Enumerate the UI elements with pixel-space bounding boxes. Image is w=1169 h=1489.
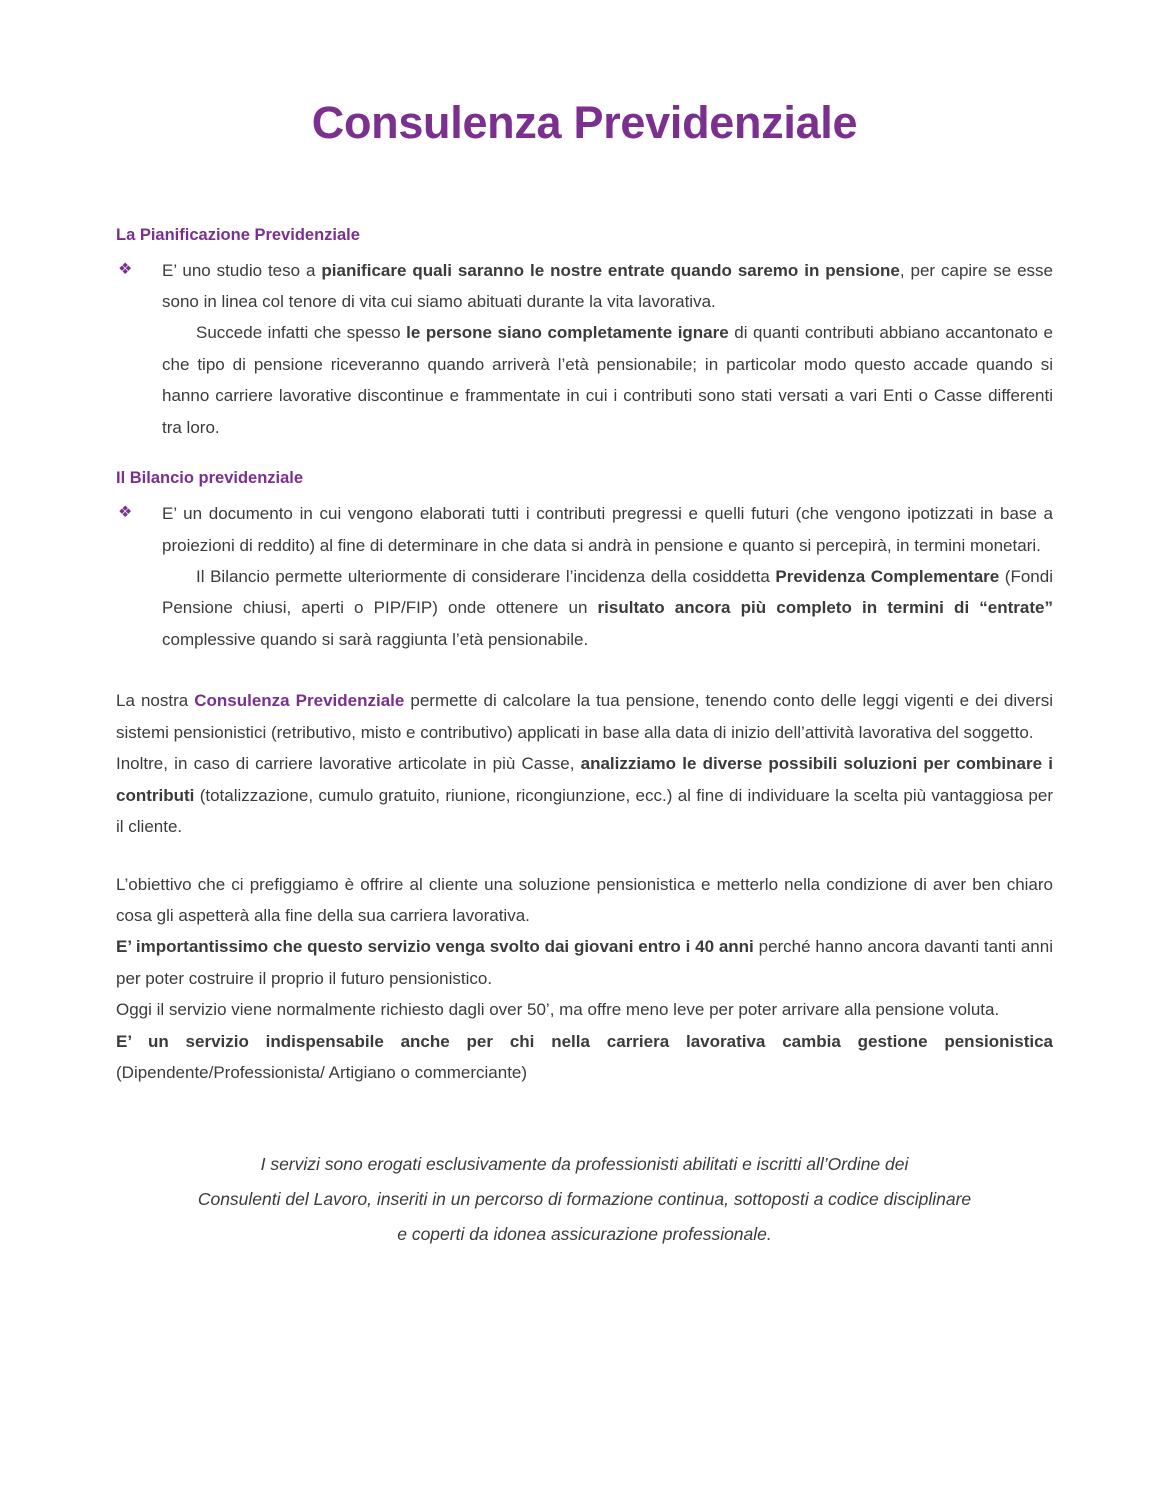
text-run: di quanti contributi abbiano accantonato e che tipo di pensione riceveranno quando arriverà l’età pensionabile; in particolar modo questo accade quando si hanno carriere lavorative discontinue e frammentate in cui i contributi sono stati versati a vari Enti o Casse differenti tra loro. xyxy=(162,323,1053,437)
closing-line-1: I servizi sono erogati esclusivamente da professionisti abilitati e iscritti all’Ordine dei xyxy=(260,1153,909,1174)
text-run: , per capire se esse sono in linea col tenore di vita cui siamo abituati durante la vita lavorativa. xyxy=(162,260,1053,311)
text-run-bold: E’ un servizio indispensabile anche per chi nella carriera lavorativa cambia gestione pensionistica xyxy=(116,1031,1053,1051)
text-run: Il Bilancio permette ulteriormente di considerare l’incidenza della cosiddetta xyxy=(196,567,776,586)
page-title: Consulenza Previdenziale xyxy=(311,97,858,148)
bullet-item-pianificazione xyxy=(116,255,1053,444)
paragraph-casse xyxy=(116,748,1053,842)
text-run: Succede infatti che spesso xyxy=(196,323,407,343)
text-run: complessive quando si sarà raggiunta l’età pensionabile. xyxy=(162,629,589,649)
paragraph-pianificazione-2 xyxy=(162,317,1053,443)
section-heading-pianificazione: La Pianificazione Previdenziale xyxy=(116,225,360,244)
body-block-obiettivo xyxy=(116,869,1053,1089)
text-run: E’ uno studio teso a xyxy=(162,260,322,280)
diamond-bullet-icon: ❖ xyxy=(118,504,133,522)
text-run-bold: Previdenza Complementare xyxy=(775,567,1000,586)
text-run-accent: Consulenza Previdenziale xyxy=(194,691,405,711)
text-run-bold: E’ importantissimo che questo servizio venga svolto dai giovani entro i 40 anni xyxy=(116,937,754,957)
closing-line-2: Consulenti del Lavoro, inseriti in un percorso di formazione continua, sottoposti a codice disciplinare xyxy=(197,1188,972,1209)
bullet-body-bilancio xyxy=(162,498,1053,655)
paragraph-obiettivo: L’obiettivo che ci prefiggiamo è offrire al cliente una soluzione pensionistica e metterlo nella condizione di aver ben chiaro cosa gli aspetterà alla fine della sua carriera lavorativa. xyxy=(116,874,1053,925)
paragraph-consulenza xyxy=(116,685,1053,748)
paragraph-bilancio-1: E’ un documento in cui vengono elaborati tutti i contributi pregressi e quelli futuri (che vengono ipotizzati in base a proiezioni di reddito) al fine di determinare in che data si andrà in pensione e quanto si percepirà, in termini monetari. xyxy=(162,504,1053,555)
section-heading-bilancio: Il Bilancio previdenziale xyxy=(116,469,304,488)
paragraph-over50: Oggi il servizio viene normalmente richiesto dagli over 50’, ma offre meno leve per poter arrivare alla pensione voluta. xyxy=(116,1000,1000,1020)
bullet-body-pianificazione xyxy=(162,255,1053,444)
closing-line-3: e coperti da idonea assicurazione professionale. xyxy=(397,1223,772,1244)
closing-note xyxy=(116,1147,1053,1252)
paragraph-giovani xyxy=(116,931,1053,994)
text-run-bold: risultato ancora più completo in termini di “entrate” xyxy=(597,598,1053,618)
text-run: permette di calcolare la tua pensione, tenendo conto delle leggi vigenti e dei diversi sistemi pensionistici (retributivo, misto e contributivo) applicati in base alla data di inizio dell’attività lavorativa del soggetto. xyxy=(116,691,1053,742)
text-run: La nostra xyxy=(116,691,195,711)
text-run: (totalizzazione, cumulo gratuito, riunione, ricongiunzione, ecc.) al fine di individuare la scelta più vantaggiosa per il cliente. xyxy=(116,785,1053,837)
paragraph-cambio-gestione xyxy=(116,1026,1053,1089)
text-run-bold: analizziamo le diverse possibili soluzioni per combinare i contributi xyxy=(116,754,1053,805)
paragraph-bilancio-2 xyxy=(162,561,1053,655)
text-run: Inoltre, in caso di carriere lavorative articolate in più Casse, xyxy=(116,754,581,774)
text-run: (Fondi Pensione chiusi, aperti o PIP/FIP) onde ottenere un xyxy=(162,567,1053,618)
paragraph-pianificazione-1 xyxy=(162,255,1053,318)
text-run: (Dipendente/Professionista/ Artigiano o commerciante) xyxy=(116,1063,528,1083)
text-run: perché hanno ancora davanti tanti anni per poter costruire il proprio il futuro pensionistico. xyxy=(116,937,1053,988)
body-block-consulenza xyxy=(116,685,1053,842)
diamond-bullet-icon: ❖ xyxy=(118,260,133,278)
bullet-item-bilancio xyxy=(116,498,1053,655)
text-run-bold: pianificare quali saranno le nostre entrate quando saremo in pensione xyxy=(321,260,900,280)
text-run-bold: le persone siano completamente ignare xyxy=(406,323,729,343)
